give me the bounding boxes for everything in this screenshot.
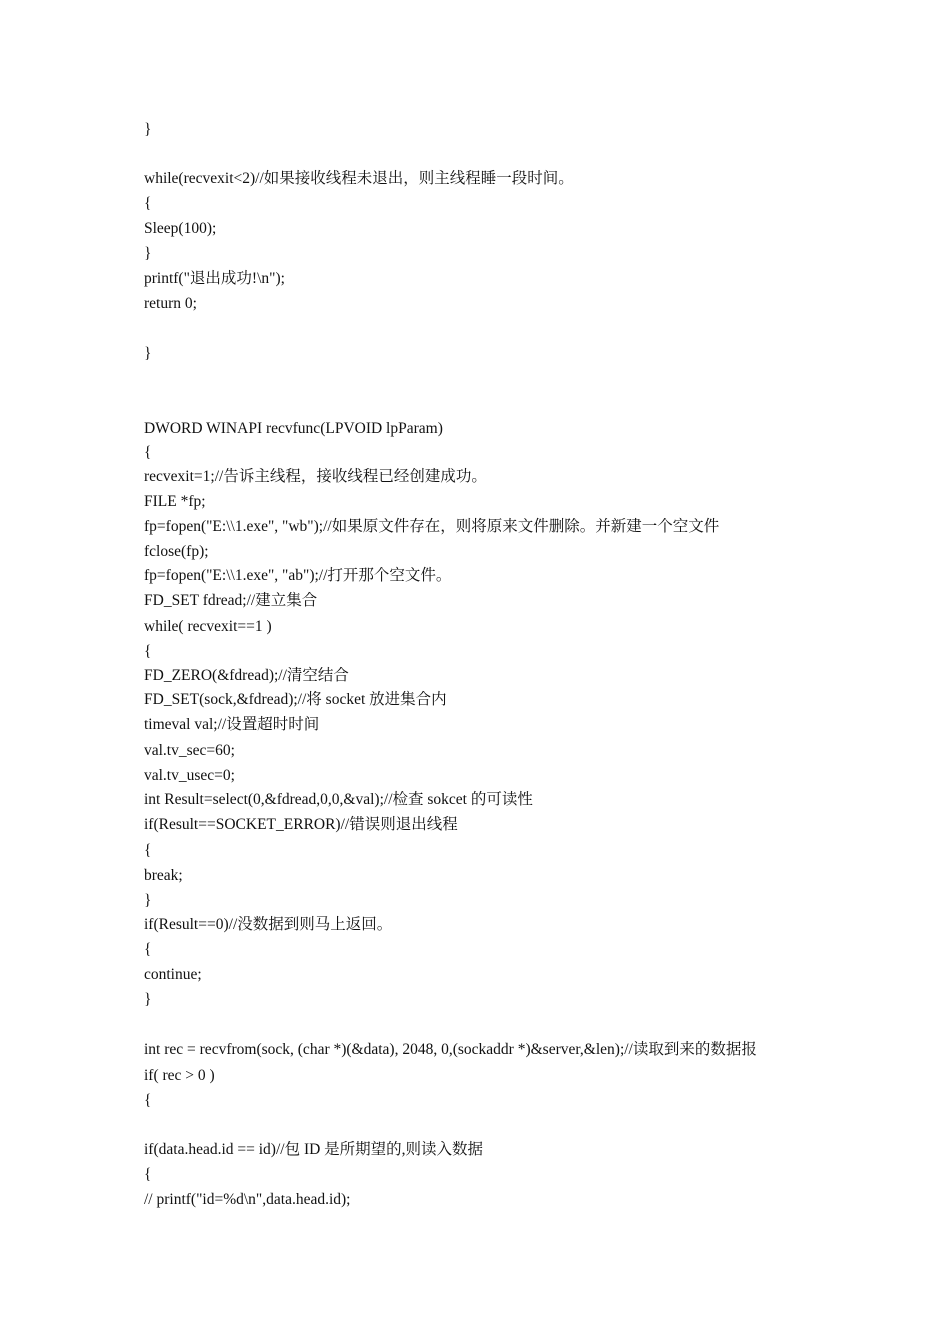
code-line: if( rec > 0 ) — [144, 1067, 215, 1084]
code-line: while( recvexit==1 ) — [144, 618, 272, 635]
code-line: } — [144, 991, 152, 1008]
code-line: } — [144, 121, 152, 138]
code-line: } — [144, 345, 152, 362]
code-line: { — [144, 195, 152, 212]
code-line: { — [144, 1166, 152, 1183]
code-line: { — [144, 1092, 152, 1109]
code-line: if(Result==0)//没数据到则马上返回。 — [144, 916, 393, 933]
code-line: FILE *fp; — [144, 493, 206, 510]
code-line: val.tv_sec=60; — [144, 742, 235, 759]
code-line: fp=fopen("E:\\1.exe", "ab");//打开那个空文件。 — [144, 567, 452, 584]
code-line: { — [144, 444, 152, 461]
code-line: } — [144, 245, 152, 262]
code-line: return 0; — [144, 295, 197, 312]
code-line: DWORD WINAPI recvfunc(LPVOID lpParam) — [144, 420, 443, 437]
code-line: while(recvexit<2)//如果接收线程未退出，则主线程睡一段时间。 — [144, 170, 574, 187]
code-line: FD_ZERO(&fdread);//清空结合 — [144, 667, 349, 684]
code-line: break; — [144, 867, 183, 884]
code-line: if(data.head.id == id)//包 ID 是所期望的,则读入数据 — [144, 1141, 484, 1158]
code-line: { — [144, 842, 152, 859]
code-line: fp=fopen("E:\\1.exe", "wb");//如果原文件存在，则将原来文件删除。并新建一个空文件 — [144, 518, 720, 535]
code-line: Sleep(100); — [144, 220, 217, 237]
code-line: FD_SET(sock,&fdread);//将 socket 放进集合内 — [144, 691, 447, 708]
code-line: timeval val;//设置超时时间 — [144, 716, 320, 733]
code-line: FD_SET fdread;//建立集合 — [144, 592, 318, 609]
code-line: fclose(fp); — [144, 543, 209, 560]
code-line: { — [144, 941, 152, 958]
code-line: printf("退出成功!\n"); — [144, 270, 285, 287]
code-line: recvexit=1;//告诉主线程，接收线程已经创建成功。 — [144, 468, 487, 485]
code-line: } — [144, 892, 152, 909]
code-line: // printf("id=%d\n",data.head.id); — [144, 1191, 351, 1208]
code-line: if(Result==SOCKET_ERROR)//错误则退出线程 — [144, 816, 458, 833]
code-line: val.tv_usec=0; — [144, 767, 235, 784]
code-line: int rec = recvfrom(sock, (char *)(&data), 2048, 0,(sockaddr *)&server,&len);//读取到来的数据报 — [144, 1041, 757, 1058]
code-line: { — [144, 643, 152, 660]
code-line: int Result=select(0,&fdread,0,0,&val);//检查 sokcet 的可读性 — [144, 791, 533, 808]
code-line: continue; — [144, 966, 202, 983]
